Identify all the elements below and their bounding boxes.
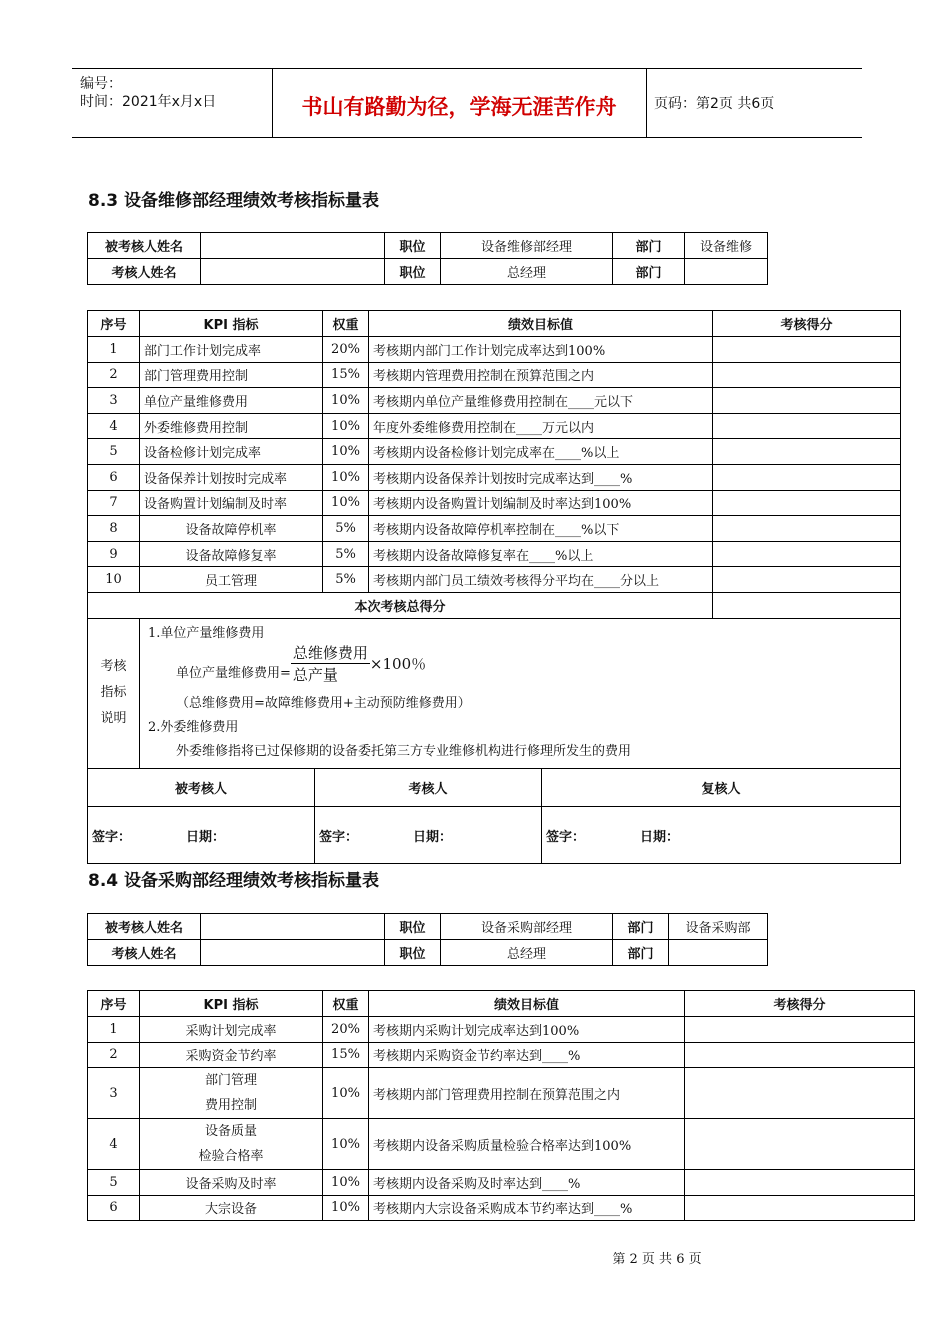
col-header-score: 考核得分 [685,991,915,1017]
assessor-dept [685,259,768,285]
col-header-kpi: KPI 指标 [140,991,323,1017]
sign-label: 签字： [92,829,132,845]
row-kpi: 设备故障停机率 [140,516,323,542]
row-target: 考核期内设备采购及时率达到____% [369,1170,685,1196]
row-target: 考核期内采购计划完成率达到100% [369,1017,685,1043]
col-header-no: 序号 [88,991,140,1017]
row-kpi: 设备保养计划按时完成率 [140,464,323,490]
row-score-cell[interactable] [713,337,901,363]
position-label: 职位 [385,233,441,259]
kpi-table-8-3 [87,310,901,769]
position-label: 职位 [385,259,441,285]
table-row [88,516,901,542]
row-kpi: 外委维修费用控制 [140,413,323,439]
row-target: 考核期内部门工作计划完成率达到100% [369,337,713,363]
formula-numerator: 总维修费用 [292,643,368,662]
row-no: 5 [88,439,140,465]
sign-label: 签字： [319,829,359,845]
row-kpi: 单位产量维修费用 [140,388,323,414]
row-score-cell[interactable] [713,567,901,593]
row-weight: 10% [323,490,369,516]
row-score-cell[interactable] [713,516,901,542]
header-motto: 书山有路勤为径，学海无涯苦作舟 [301,95,617,119]
note-line: 2.外委维修费用 [148,719,239,735]
row-target: 年度外委维修费用控制在____万元以内 [369,413,713,439]
formula-lhs: 单位产量维修费用= [176,665,291,681]
row-score-cell[interactable] [713,464,901,490]
formula-denominator: 总产量 [292,665,338,684]
col-header-no: 序号 [88,311,140,337]
doc-time-label: 时间：2021年x月x日 [80,94,217,110]
row-target: 考核期内设备购置计划编制及时率达到100% [369,490,713,516]
row-score-cell[interactable] [713,388,901,414]
sign-reviewer-cell[interactable] [542,807,901,864]
total-score-cell[interactable] [713,592,901,618]
row-no: 8 [88,516,140,542]
row-kpi: 员工管理 [140,567,323,593]
table-row [88,1017,915,1043]
row-kpi: 大宗设备 [140,1195,323,1221]
row-no: 10 [88,567,140,593]
header-page-label: 页码：第2页 共6页 [654,96,775,112]
row-kpi: 设备检修计划完成率 [140,439,323,465]
assessor-name-cell[interactable] [201,940,385,966]
sign-assessee-cell[interactable] [88,807,315,864]
dept-label: 部门 [613,914,669,940]
col-header-target: 绩效目标值 [369,991,685,1017]
assessee-name-cell[interactable] [201,914,385,940]
header-divider [646,69,647,137]
table-row [88,439,901,465]
row-weight: 15% [323,1042,369,1068]
row-kpi [140,1119,323,1170]
date-label: 日期： [413,829,453,845]
page-footer: 第 2 页 共 6 页 [612,1252,702,1267]
table-row [88,362,901,388]
sign-assessee-header: 被考核人 [88,769,315,807]
row-target: 考核期内设备保养计划按时完成率达到____% [369,464,713,490]
row-score-cell[interactable] [713,490,901,516]
row-no: 2 [88,362,140,388]
row-no: 2 [88,1042,140,1068]
col-header-score: 考核得分 [713,311,901,337]
position-label: 职位 [385,914,441,940]
row-target: 考核期内设备采购质量检验合格率达到100% [369,1119,685,1170]
table-row [88,567,901,593]
row-target: 考核期内设备故障停机率控制在____%以下 [369,516,713,542]
row-no: 4 [88,1119,140,1170]
table-row [88,388,901,414]
row-kpi: 采购计划完成率 [140,1017,323,1043]
row-target: 考核期内设备检修计划完成率在____%以上 [369,439,713,465]
signature-table-8-3 [87,768,901,864]
dept-label: 部门 [613,259,685,285]
row-weight: 10% [323,464,369,490]
row-no: 3 [88,1068,140,1119]
row-weight: 10% [323,1119,369,1170]
dept-label: 部门 [613,940,669,966]
row-score-cell[interactable] [685,1119,915,1170]
notes-label [88,618,140,768]
table-row [88,464,901,490]
date-label: 日期： [640,829,680,845]
assessee-position: 设备采购部经理 [441,914,613,940]
row-kpi [140,1068,323,1119]
row-score-cell[interactable] [685,1017,915,1043]
row-kpi: 部门管理费用控制 [140,362,323,388]
row-score-cell[interactable] [713,541,901,567]
row-score-cell[interactable] [685,1042,915,1068]
notes-label-line: 说明 [100,711,127,727]
col-header-weight: 权重 [323,991,369,1017]
assessee-dept: 设备采购部 [669,914,768,940]
assessee-name-label: 被考核人姓名 [88,914,201,940]
table-row [88,541,901,567]
formula-fraction [291,642,370,685]
table-row [88,490,901,516]
table-row [88,337,901,363]
row-target: 考核期内采购资金节约率达到____% [369,1042,685,1068]
row-target: 考核期内部门员工绩效考核得分平均在____分以上 [369,567,713,593]
row-score-cell[interactable] [713,362,901,388]
row-no: 7 [88,490,140,516]
note-formula [148,642,892,692]
table-row [88,1195,915,1221]
assessee-name-label: 被考核人姓名 [88,233,201,259]
assessee-dept: 设备维修 [685,233,768,259]
row-kpi: 部门工作计划完成率 [140,337,323,363]
total-score-label: 本次考核总得分 [88,592,713,618]
row-no: 5 [88,1170,140,1196]
sign-assessor-header: 考核人 [315,769,542,807]
row-no: 9 [88,541,140,567]
assessor-position: 总经理 [441,259,613,285]
assessor-name-label: 考核人姓名 [88,259,201,285]
row-no: 3 [88,388,140,414]
assessee-info-table-8-3 [87,232,768,285]
row-weight: 10% [323,1170,369,1196]
sign-assessor-cell[interactable] [315,807,542,864]
row-no: 1 [88,1017,140,1043]
row-kpi: 设备采购及时率 [140,1170,323,1196]
row-weight: 5% [323,516,369,542]
row-target: 考核期内大宗设备采购成本节约率达到____% [369,1195,685,1221]
row-weight: 10% [323,388,369,414]
table-row [88,1068,915,1119]
note-line: 外委维修指将已过保修期的设备委托第三方专业维修机构进行修理所发生的费用 [176,743,632,759]
row-target: 考核期内设备故障修复率在____%以上 [369,541,713,567]
row-kpi: 采购资金节约率 [140,1042,323,1068]
row-kpi: 设备购置计划编制及时率 [140,490,323,516]
section-title-8-3: 8.3 设备维修部经理绩效考核指标量表 [88,191,380,211]
row-weight: 10% [323,1195,369,1221]
row-no: 4 [88,413,140,439]
kpi-table-8-4 [87,990,915,1221]
table-row [88,1042,915,1068]
note-line: 1.单位产量维修费用 [148,625,265,641]
dept-label: 部门 [613,233,685,259]
row-weight: 5% [323,541,369,567]
assessee-info-table-8-4 [87,913,768,966]
row-no: 1 [88,337,140,363]
row-weight: 15% [323,362,369,388]
row-kpi-line: 检验合格率 [198,1149,264,1164]
col-header-kpi: KPI 指标 [140,311,323,337]
row-weight: 5% [323,567,369,593]
col-header-weight: 权重 [323,311,369,337]
formula-suffix: ×100％ [369,654,427,673]
assessee-name-cell[interactable] [201,233,385,259]
row-no: 6 [88,1195,140,1221]
row-target: 考核期内部门管理费用控制在预算范围之内 [369,1068,685,1119]
note-line: （总维修费用=故障维修费用+主动预防维修费用） [176,695,471,711]
row-no: 6 [88,464,140,490]
row-kpi-line: 部门管理 [204,1073,257,1088]
notes-content [140,618,901,768]
row-score-cell[interactable] [685,1068,915,1119]
assessor-dept [669,940,768,966]
row-kpi-line: 设备质量 [204,1124,257,1139]
row-weight: 10% [323,439,369,465]
row-kpi: 设备故障修复率 [140,541,323,567]
row-weight: 20% [323,337,369,363]
sign-reviewer-header: 复核人 [542,769,901,807]
notes-label-line: 考核 [100,659,127,675]
row-score-cell[interactable] [713,439,901,465]
position-label: 职位 [385,940,441,966]
row-target: 考核期内管理费用控制在预算范围之内 [369,362,713,388]
section-title-8-4: 8.4 设备采购部经理绩效考核指标量表 [88,871,380,891]
row-weight: 10% [323,1068,369,1119]
row-target: 考核期内单位产量维修费用控制在____元以下 [369,388,713,414]
table-row [88,413,901,439]
row-kpi-line: 费用控制 [204,1098,257,1113]
notes-label-line: 指标 [100,685,127,701]
assessee-position: 设备维修部经理 [441,233,613,259]
doc-number-label: 编号： [80,76,122,92]
row-weight: 10% [323,413,369,439]
assessor-name-cell[interactable] [201,259,385,285]
page-header [72,68,862,138]
row-weight: 20% [323,1017,369,1043]
assessor-name-label: 考核人姓名 [88,940,201,966]
date-label: 日期： [186,829,226,845]
assessor-position: 总经理 [441,940,613,966]
row-score-cell[interactable] [685,1170,915,1196]
row-score-cell[interactable] [713,413,901,439]
table-row [88,1119,915,1170]
table-row [88,1170,915,1196]
sign-label: 签字： [546,829,586,845]
row-score-cell[interactable] [685,1195,915,1221]
col-header-target: 绩效目标值 [369,311,713,337]
